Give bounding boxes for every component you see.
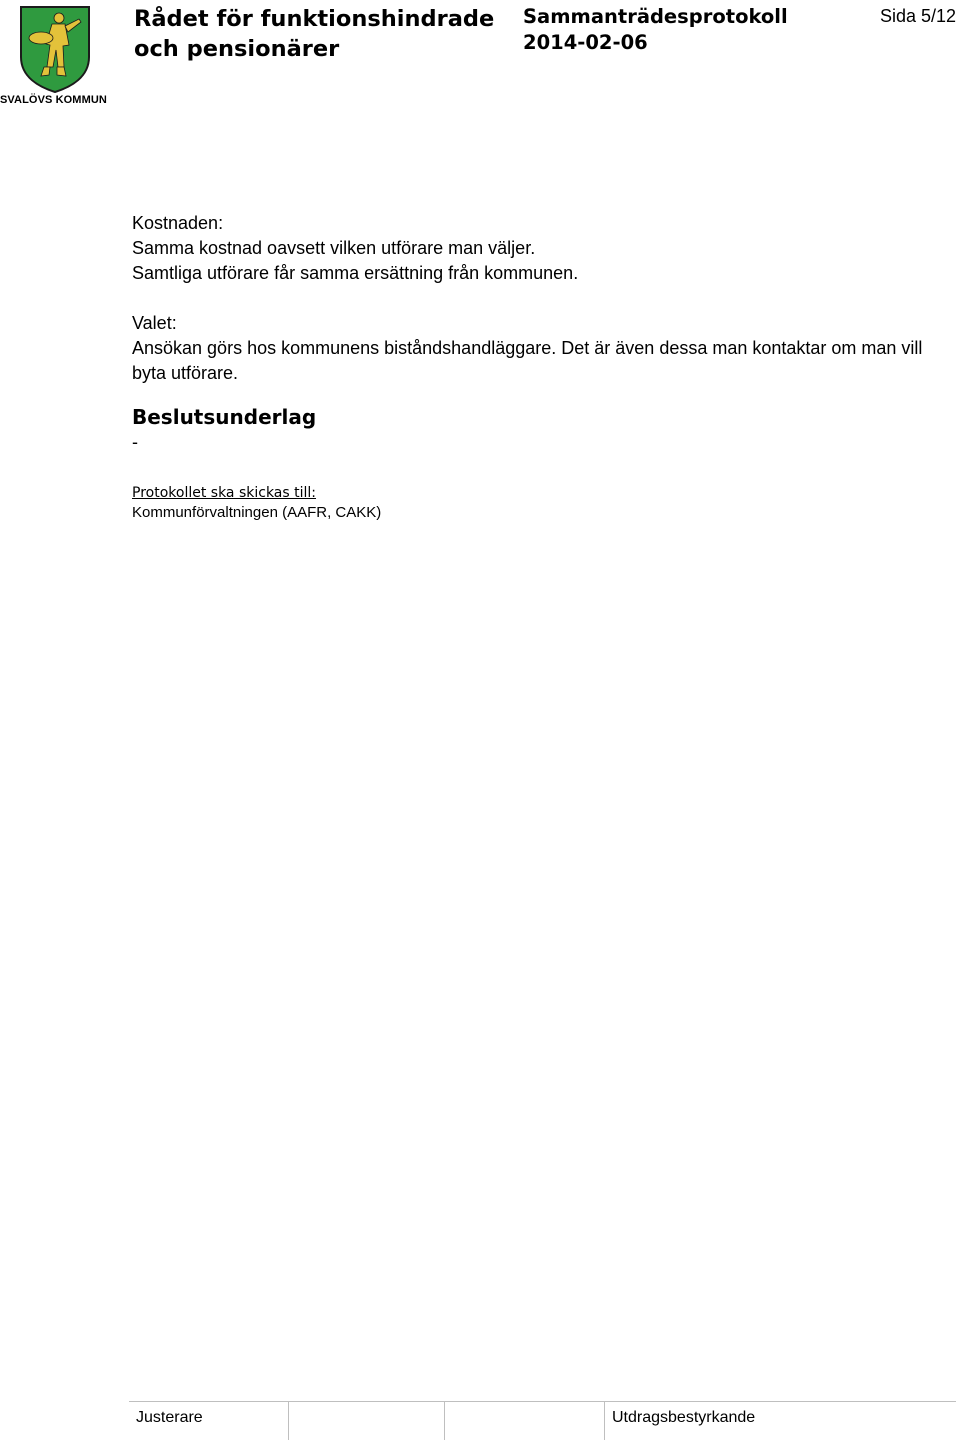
recipients-value: Kommunförvaltningen (AAFR, CAKK)	[132, 504, 382, 521]
protocol-title: Sammanträdesprotokoll	[523, 5, 788, 28]
decision-basis-heading: Beslutsunderlag	[132, 405, 317, 429]
municipality-name: SVALÖVS KOMMUN	[0, 94, 107, 106]
recipients-section	[132, 483, 954, 523]
adjuster-label: Justerare	[129, 1402, 289, 1440]
municipal-crest-icon	[19, 5, 91, 93]
choice-label: Valet:	[132, 313, 177, 333]
signature-footer	[129, 1401, 956, 1440]
choice-section	[132, 311, 954, 386]
page-number: Sida 5/12	[879, 6, 956, 26]
protocol-date: 2014-02-06	[523, 31, 648, 54]
decision-basis-value: -	[132, 432, 138, 452]
page-header	[0, 0, 960, 110]
cost-label: Kostnaden:	[132, 213, 224, 233]
choice-text: Ansökan görs hos kommunens biståndshandläggare. Det är även dessa man kontaktar om man vill byta utförare.	[132, 338, 923, 383]
document-body	[132, 211, 954, 523]
cost-line-1: Samma kostnad oavsett vilken utförare man väljer.	[132, 238, 536, 258]
cost-line-2: Samtliga utförare får samma ersättning från kommunen.	[132, 263, 579, 283]
adjuster-signature-box-1	[289, 1402, 445, 1440]
council-title: Rådet för funktionshindrade och pensionärer	[134, 6, 495, 62]
adjuster-signature-box-2	[445, 1402, 605, 1440]
recipients-label: Protokollet ska skickas till:	[132, 485, 317, 501]
extract-certification-label: Utdragsbestyrkande	[612, 1409, 756, 1426]
cost-section	[132, 211, 954, 286]
